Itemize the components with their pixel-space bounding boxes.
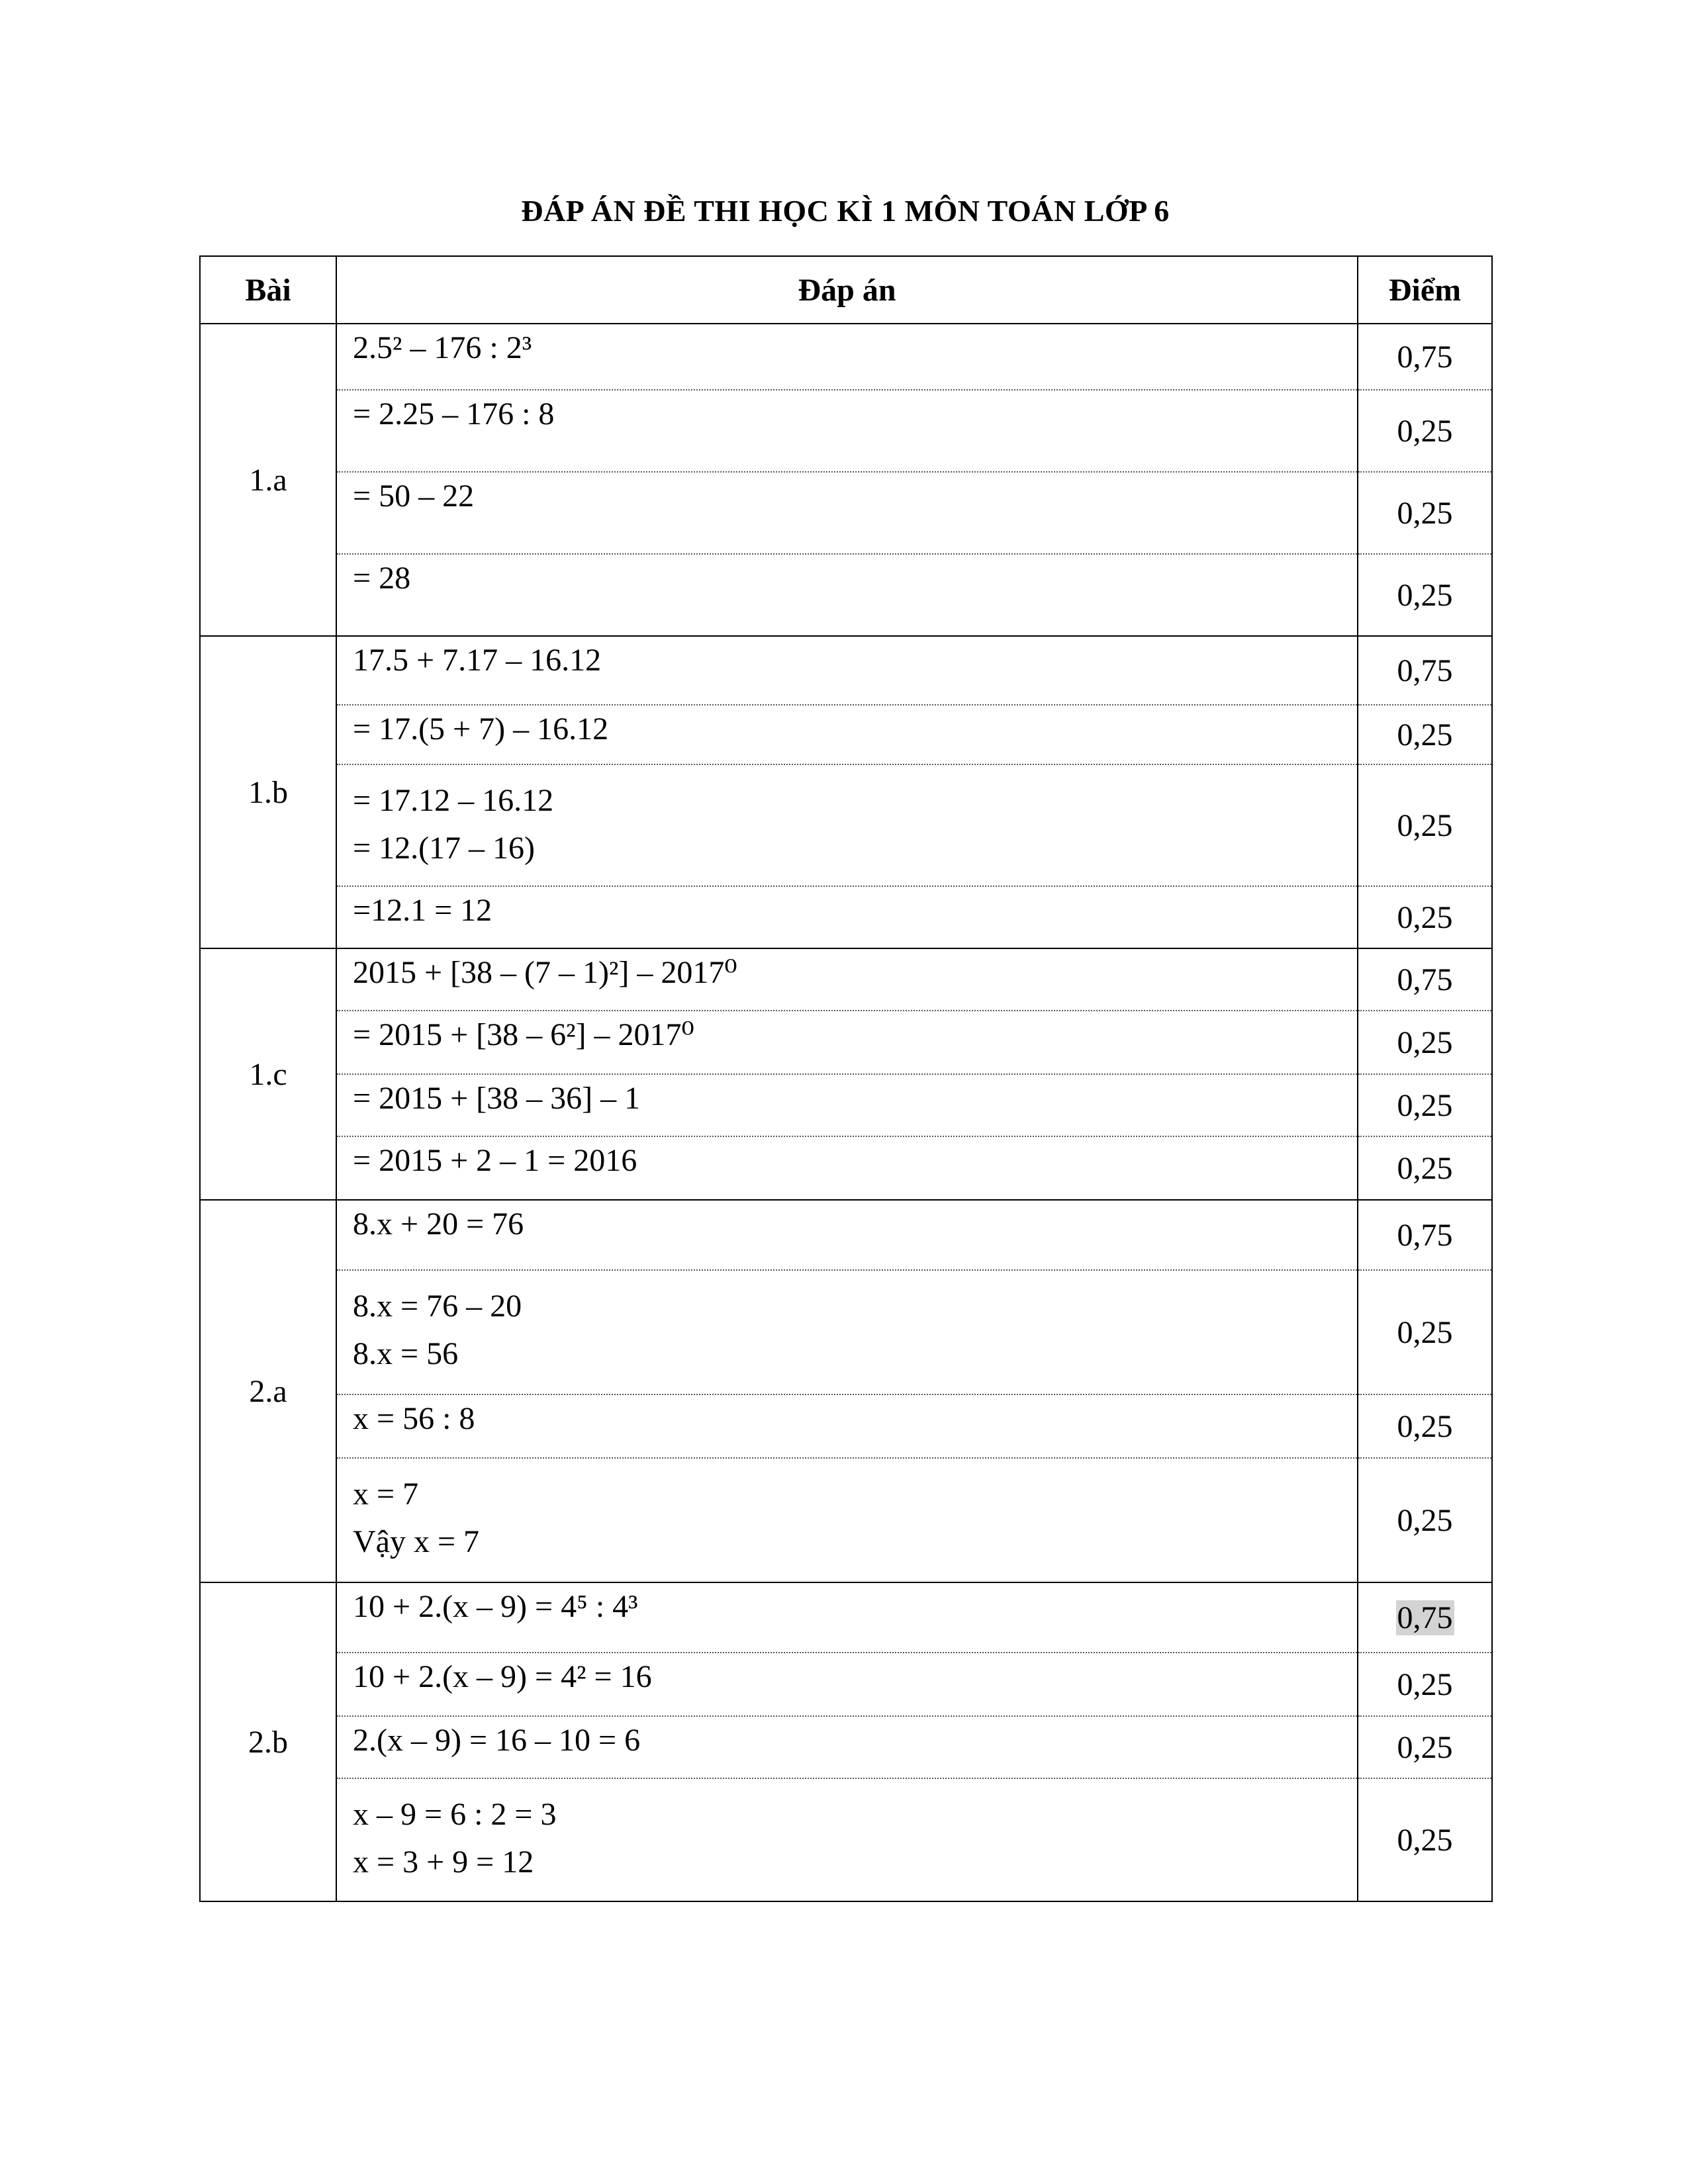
table-row [200,1778,1492,1901]
table-row [200,472,1492,554]
points-cell [1358,1653,1492,1716]
points-cell [1358,705,1492,764]
points-value: 0,25 [1397,1408,1453,1444]
points-cell [1358,1270,1492,1394]
answer-cell [336,324,1358,390]
table-row [200,1270,1492,1394]
header-diem: Điểm [1358,256,1492,324]
points-value: 0,75 [1397,1600,1453,1635]
answer-cell [336,472,1358,554]
points-cell [1358,948,1492,1011]
points-cell [1358,1458,1492,1582]
answer-line: 10 + 2.(x – 9) = 4² = 16 [353,1659,652,1694]
answer-line: x – 9 = 6 : 2 = 3 [353,1797,557,1832]
answer-cell [336,886,1358,948]
table-row [200,1716,1492,1778]
answer-cell [336,636,1358,705]
points-value: 0,25 [1397,577,1453,613]
table-row [200,324,1492,390]
page-title: ĐÁP ÁN ĐỀ THI HỌC KÌ 1 MÔN TOÁN LỚP 6 [521,194,1170,228]
answer-line: x = 7 [353,1477,419,1512]
answer-cell [336,1136,1358,1200]
answer-cell [336,1200,1358,1270]
answer-line: 17.5 + 7.17 – 16.12 [353,643,602,678]
table-row [200,1394,1492,1458]
answer-cell [336,764,1358,886]
points-cell [1358,1136,1492,1200]
answer-line: 8.x = 56 [353,1336,459,1371]
answer-line: = 12.(17 – 16) [353,831,536,866]
table-row [200,1458,1492,1582]
points-value: 0,25 [1397,1087,1453,1123]
points-cell [1358,1394,1492,1458]
answer-line: = 2015 + [38 – 6²] – 2017⁰ [353,1017,694,1052]
answer-line: 8.x + 20 = 76 [353,1206,524,1242]
table-row [200,554,1492,636]
points-value: 0,75 [1397,339,1453,375]
answer-cell [336,1074,1358,1136]
points-value: 0,25 [1397,495,1453,531]
points-value: 0,25 [1397,717,1453,752]
points-value: 0,25 [1397,1024,1453,1060]
answer-line: = 2.25 – 176 : 8 [353,396,555,432]
answer-line: 2.5² – 176 : 2³ [353,330,532,365]
points-cell [1358,472,1492,554]
answer-line: =12.1 = 12 [353,893,492,928]
points-cell [1358,1011,1492,1074]
points-cell [1358,1200,1492,1270]
answer-line: 2015 + [38 – (7 – 1)²] – 2017⁰ [353,955,737,990]
bai-label: 1.c [200,948,336,1200]
points-cell [1358,554,1492,636]
points-cell [1358,764,1492,886]
table-row [200,764,1492,886]
answer-cell [336,1394,1358,1458]
bai-label: 1.a [200,324,336,636]
answer-cell [336,1582,1358,1653]
answer-cell [336,1458,1358,1582]
points-value: 0,25 [1397,899,1453,935]
header-bai: Bài [200,256,336,324]
table-body [200,324,1492,1901]
answer-cell [336,1716,1358,1778]
table-row [200,1011,1492,1074]
points-cell [1358,1074,1492,1136]
header-row [200,256,1492,324]
bai-label: 1.b [200,636,336,948]
points-value: 0,25 [1397,1822,1453,1858]
answer-cell [336,1011,1358,1074]
answer-cell [336,1653,1358,1716]
table-row [200,886,1492,948]
points-cell [1358,636,1492,705]
points-value: 0,25 [1397,1729,1453,1765]
table-row [200,636,1492,705]
points-cell [1358,1716,1492,1778]
table-row [200,1653,1492,1716]
answer-line: x = 3 + 9 = 12 [353,1844,534,1880]
points-value: 0,25 [1397,1502,1453,1538]
answer-cell [336,390,1358,472]
answer-line: = 2015 + 2 – 1 = 2016 [353,1143,637,1178]
answer-line: 10 + 2.(x – 9) = 4⁵ : 4³ [353,1589,638,1624]
points-value: 0,25 [1397,807,1453,843]
points-value: 0,75 [1397,1217,1453,1253]
points-cell [1358,390,1492,472]
answer-line: = 2015 + [38 – 36] – 1 [353,1081,641,1116]
points-cell [1358,1582,1492,1653]
answer-line: 2.(x – 9) = 16 – 10 = 6 [353,1723,641,1758]
points-cell [1358,324,1492,390]
table-row [200,1582,1492,1653]
header-dap-an: Đáp án [336,256,1358,324]
answer-line: = 50 – 22 [353,478,475,514]
answer-line: Vậy x = 7 [353,1524,480,1559]
answer-table [199,255,1493,1902]
answer-line: x = 56 : 8 [353,1401,475,1436]
table-row [200,1200,1492,1270]
points-cell [1358,1778,1492,1901]
answer-cell [336,554,1358,636]
answer-cell [336,705,1358,764]
points-value: 0,25 [1397,1666,1453,1702]
table-row [200,948,1492,1011]
points-value: 0,25 [1397,1150,1453,1186]
points-cell [1358,886,1492,948]
bai-label: 2.a [200,1200,336,1582]
bai-label: 2.b [200,1582,336,1901]
answer-line: = 28 [353,561,411,596]
answer-cell [336,948,1358,1011]
answer-cell [336,1270,1358,1394]
table-row [200,1136,1492,1200]
points-value: 0,25 [1397,413,1453,449]
table-row [200,705,1492,764]
answer-line: = 17.(5 + 7) – 16.12 [353,711,609,747]
points-value: 0,25 [1397,1314,1453,1350]
points-value: 0,75 [1397,653,1453,688]
answer-cell [336,1778,1358,1901]
points-value: 0,75 [1397,962,1453,997]
answer-line: 8.x = 76 – 20 [353,1289,522,1324]
answer-line: = 17.12 – 16.12 [353,783,554,818]
table-row [200,1074,1492,1136]
table-row [200,390,1492,472]
